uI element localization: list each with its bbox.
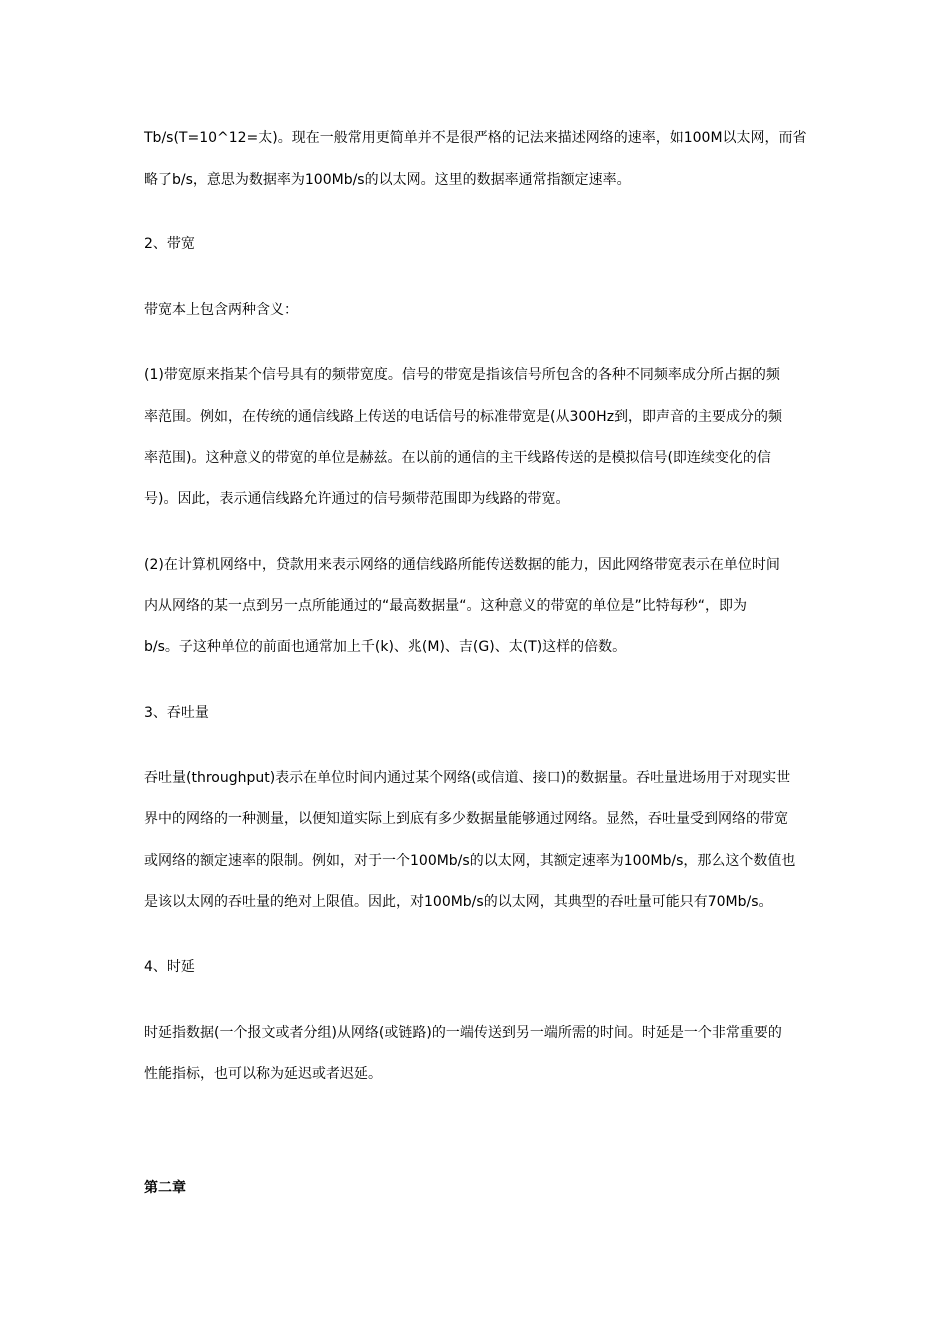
paragraph-line: 界中的网络的一种测量，以便知道实际上到底有多少数据量能够通过网络。显然，吞吐量受到网络的带宽 [144,811,788,827]
chapter-heading: 第二章 [144,1180,186,1196]
paragraph-line: 内从网络的某一点到另一点所能通过的“最高数据量“。这种意义的带宽的单位是”比特每秒“，即为 [144,598,748,614]
paragraph-line: Tb/s(T=10^12=太)。现在一般常用更简单并不是很严格的记法来描述网络的速率，如100M以太网，而省 [144,130,807,146]
paragraph-line: b/s。子这种单位的前面也通常加上千(k)、兆(M)、吉(G)、太(T)这样的倍数。 [144,639,627,655]
paragraph-line: 号)。因此，表示通信线路允许通过的信号频带范围即为线路的带宽。 [144,491,570,507]
paragraph-line: 时延指数据(一个报文或者分组)从网络(或链路)的一端传送到另一端所需的时间。时延是一个非常重要的 [144,1025,782,1041]
paragraph-line: 是该以太网的吞吐量的绝对上限值。因此，对100Mb/s的以太网，其典型的吞吐量可能只有70Mb/s。 [144,894,773,910]
section-heading-bandwidth: 2、带宽 [144,236,195,252]
paragraph-line: (1)带宽原来指某个信号具有的频带宽度。信号的带宽是指该信号所包含的各种不同频率成分所占据的频 [144,367,780,383]
paragraph-line: 率范围)。这种意义的带宽的单位是赫兹。在以前的通信的主干线路传送的是模拟信号(即连续变化的信 [144,450,771,466]
paragraph-line: 吞吐量(throughput)表示在单位时间内通过某个网络(或信道、接口)的数据量。吞吐量进场用于对现实世 [144,770,791,786]
paragraph-line: 或网络的额定速率的限制。例如，对于一个100Mb/s的以太网，其额定速率为100Mb/s，那么这个数值也 [144,853,796,869]
paragraph-line: 性能指标，也可以称为延迟或者迟延。 [144,1066,382,1082]
section-heading-delay: 4、时延 [144,959,195,975]
paragraph-line: (2)在计算机网络中，贷款用来表示网络的通信线路所能传送数据的能力，因此网络带宽表示在单位时间 [144,557,780,573]
paragraph-line: 率范围。例如，在传统的通信线路上传送的电话信号的标准带宽是(从300Hz到，即声音的主要成分的频 [144,409,783,425]
paragraph-line: 略了b/s，意思为数据率为100Mb/s的以太网。这里的数据率通常指额定速率。 [144,172,631,188]
section-heading-throughput: 3、吞吐量 [144,705,209,721]
paragraph-line: 带宽本上包含两种含义： [144,302,298,318]
